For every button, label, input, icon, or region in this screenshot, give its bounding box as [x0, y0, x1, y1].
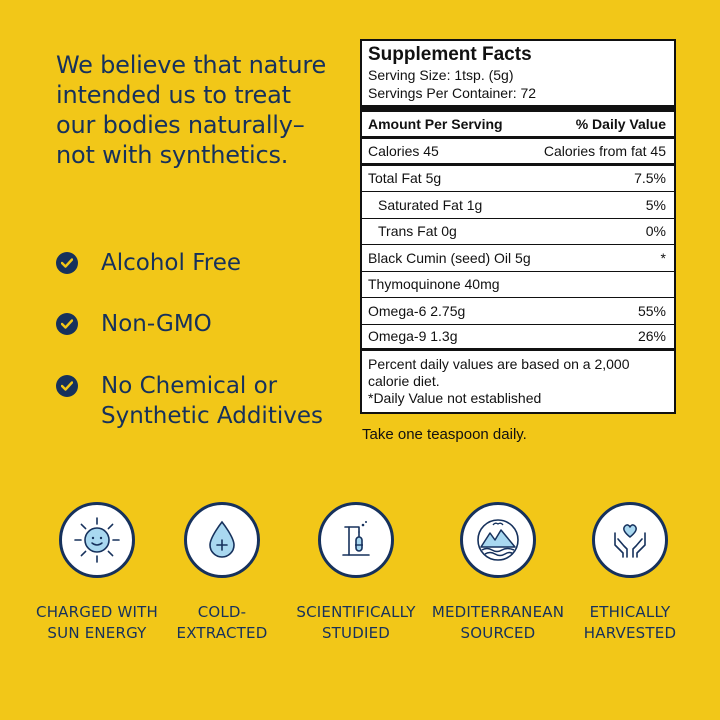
badge-circle [184, 502, 260, 578]
supplement-facts-panel [360, 39, 676, 414]
badge-circle [318, 502, 394, 578]
tagline-line: not with synthetics. [56, 141, 289, 169]
badge-label [27, 602, 167, 644]
nutrient-value: 26% [637, 328, 666, 345]
badge-label [428, 602, 568, 644]
badge-label-line: SUN ENERGY [47, 624, 147, 642]
badge-label [560, 602, 700, 644]
badge-label [152, 602, 292, 644]
badge-circle [592, 502, 668, 578]
nutrient-value: 0% [645, 223, 666, 240]
facts-row [362, 298, 674, 325]
nutrient-name: Saturated Fat 1g [378, 196, 483, 213]
directions-text: Take one teaspoon daily. [362, 426, 527, 443]
badge-label-line: ETHICALLY [589, 603, 671, 621]
feature-label: Alcohol Free [101, 250, 241, 276]
nutrient-value: Calories from fat 45 [543, 142, 666, 159]
tagline-line: our bodies naturally– [56, 111, 305, 139]
badge-circle [460, 502, 536, 578]
feature-alcohol-free [56, 248, 241, 278]
hands-heart-icon [605, 515, 655, 565]
nutrient-name: Black Cumin (seed) Oil 5g [368, 249, 531, 266]
badge-scientifically-studied [286, 502, 426, 644]
badge-sun-energy [27, 502, 167, 644]
serving-size: Serving Size: 1tsp. (5g) [368, 67, 514, 83]
facts-row [362, 166, 674, 193]
facts-footnote [362, 351, 674, 412]
nutrient-value: * [660, 249, 666, 266]
badge-label-line: SOURCED [460, 624, 536, 642]
check-circle-icon [56, 252, 78, 274]
nutrient-name: Trans Fat 0g [378, 223, 457, 240]
badge-label-line: COLD- [197, 603, 247, 621]
badge-ethically-harvested [560, 502, 700, 644]
nutrient-value: 5% [645, 196, 666, 213]
badge-circle [59, 502, 135, 578]
feature-label: Non-GMO [101, 311, 212, 337]
badge-label-line: CHARGED WITH [36, 603, 158, 621]
servings-per-container: Servings Per Container: 72 [368, 85, 537, 101]
facts-title: Supplement Facts [368, 44, 532, 65]
check-circle-icon [56, 375, 78, 397]
footnote-daily-values: Percent daily values are based on a 2,000 calorie diet. [368, 356, 630, 389]
facts-row [362, 325, 674, 352]
mountain-sea-icon [471, 513, 525, 567]
tagline [56, 50, 346, 170]
facts-row [362, 192, 674, 219]
nutrient-name: Thymoquinone 40mg [368, 276, 500, 293]
check-circle-icon [56, 313, 78, 335]
nutrient-name: Omega-6 2.75g [368, 302, 466, 319]
nutrient-value: 55% [637, 302, 666, 319]
badge-label-line: MEDITERRANEAN [431, 603, 565, 621]
facts-row [362, 245, 674, 272]
nutrient-value: 7.5% [634, 170, 666, 187]
badge-mediterranean-sourced [428, 502, 568, 644]
tagline-line: We believe that nature [56, 51, 327, 79]
badge-cold-extracted [152, 502, 292, 644]
badge-label-line: HARVESTED [583, 624, 677, 642]
nutrient-name: Calories 45 [368, 142, 439, 159]
facts-row [362, 219, 674, 246]
facts-header-row [362, 112, 674, 139]
tagline-line: intended us to treat [56, 81, 291, 109]
water-drop-icon [197, 515, 247, 565]
facts-row [362, 272, 674, 299]
feature-non-gmo [56, 309, 212, 339]
nutrient-name: Total Fat 5g [368, 170, 442, 187]
header-amount: Amount Per Serving [368, 116, 503, 132]
badge-label-line: EXTRACTED [176, 624, 268, 642]
header-daily-value: % Daily Value [575, 116, 666, 132]
nutrient-name: Omega-9 1.3g [368, 328, 458, 345]
facts-row [362, 139, 674, 166]
feature-label: No Chemical or [101, 373, 278, 399]
divider [362, 105, 674, 112]
badge-label [286, 602, 426, 644]
badge-label-line: SCIENTIFICALLY [296, 603, 416, 621]
sun-icon [72, 515, 122, 565]
footnote-not-established: *Daily Value not established [368, 390, 542, 406]
lab-microscope-icon [331, 515, 381, 565]
feature-no-chemical-additives [56, 371, 323, 431]
badge-label-line: STUDIED [321, 624, 391, 642]
feature-label: Synthetic Additives [101, 403, 323, 429]
